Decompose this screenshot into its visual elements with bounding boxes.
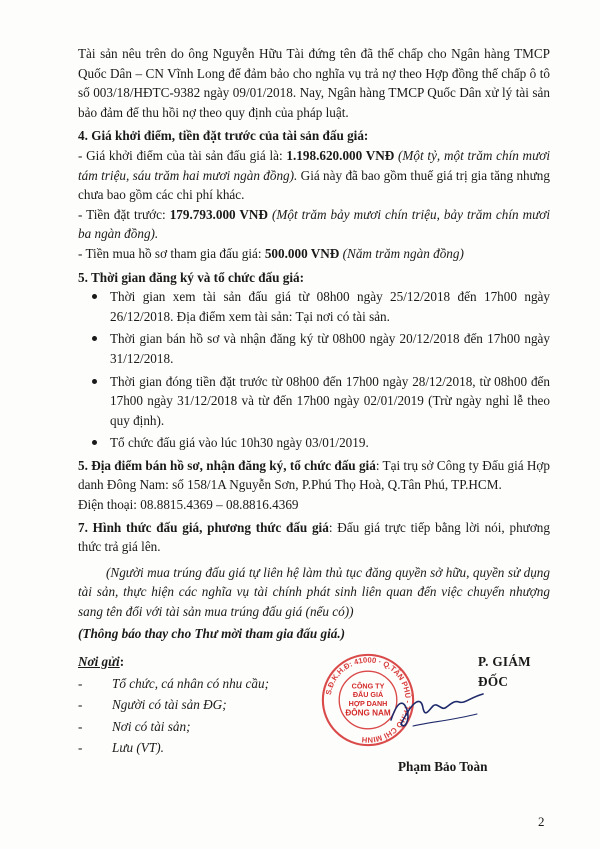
section-5-location-heading: 5. Địa điểm bán hồ sơ, nhận đăng ký, tổ chức đấu giá [78, 457, 376, 473]
start-price-words: (Một tỷ, một trăm chín mươi tám triệu, sáu trăm hai mươi ngàn đồng). [78, 147, 550, 183]
recipient-text: Tổ chức, cá nhân có nhu cầu; [112, 675, 269, 691]
fee-value: 500.000 VNĐ [264, 245, 340, 261]
deposit-words: (Một trăm bảy mươi chín triệu, bảy trăm chín mươi ba ngàn đồng). [78, 206, 550, 242]
invitation-note: (Thông báo thay cho Thư mời tham gia đấu giá.) [78, 625, 346, 641]
recipients-label: Nơi gửi [78, 654, 120, 669]
recipient-text: Người có tài sản ĐG; [112, 697, 227, 713]
bullet-icon [92, 440, 97, 445]
stamp-line: HỢP DANH [348, 698, 388, 708]
dash-icon: - [78, 740, 83, 756]
bullet-icon [92, 294, 97, 299]
document-body [78, 44, 550, 643]
schedule-item-text: Thời gian đóng tiền đặt trước từ 08h00 đến 17h00 ngày 28/12/2018, từ 08h00 đến 17h00 ngày 31/12/2018 và từ đến 17h00 ngày 02/01/2019 (Trừ ngày nghỉ lễ theo quy định). [110, 373, 550, 428]
start-price-value: 1.198.620.000 VNĐ [286, 147, 395, 163]
location-text: : Tại trụ sở Công ty Đấu giá Hợp danh Đông Nam: số 158/1A Nguyễn Sơn, P.Phú Thọ Hoà, Q.Tân Phú, TP.HCM. [78, 457, 550, 493]
section-7-paragraph [78, 518, 550, 557]
recipient-text: Lưu (VT). [112, 740, 164, 756]
buyer-note: (Người mua trúng đấu giá tự liên hệ làm thủ tục đăng quyền sở hữu, quyền sử dụng tài sản, thực hiện các nghĩa vụ tài chính phát sinh liên quan đến việc chuyển nhượng sang tên đổi với tài sản mua trúng đấu giá (nếu có)) [78, 564, 550, 620]
deposit-paragraph [78, 205, 550, 244]
list-item [78, 372, 550, 431]
signer-name: Phạm Bảo Toàn [398, 759, 488, 774]
deposit-prefix: - Tiền đặt trước: [78, 206, 170, 222]
handwritten-signature [383, 680, 493, 740]
deposit-value: 179.793.000 VNĐ [169, 206, 268, 222]
fee-prefix: - Tiền mua hồ sơ tham gia đấu giá: [78, 245, 265, 261]
section-5-location-paragraph [78, 456, 550, 495]
bullet-icon [92, 379, 97, 384]
section-7-heading: 7. Hình thức đấu giá, phương thức đấu giá [78, 519, 329, 535]
stamp-ring-text: S.Đ.K.H.Đ: 41000 · Q.TÂN PHÚ - TP.HỒ CHÍ MINH [323, 655, 413, 745]
list-item [78, 287, 550, 326]
schedule-item-text: Tổ chức đấu giá vào lúc 10h30 ngày 03/01/2019. [110, 435, 369, 451]
section-4-heading: 4. Giá khởi điểm, tiền đặt trước của tài sản đấu giá: [78, 128, 369, 144]
fee-paragraph [78, 244, 550, 264]
schedule-item-text: Thời gian bán hồ sơ và nhận đăng ký từ 08h00 ngày 20/12/2018 đến 17h00 ngày 31/12/2018. [110, 331, 550, 366]
schedule-item-text: Thời gian xem tài sản đấu giá từ 08h00 ngày 25/12/2018 đến 17h00 ngày 26/12/2018. Địa điểm xem tài sản: Tại nơi có tài sản. [110, 289, 550, 324]
fee-words: (Năm trăm ngàn đồng) [339, 245, 464, 261]
stamp-line: ĐÔNG NAM [345, 708, 391, 718]
section-5-time-heading: 5. Thời gian đăng ký và tổ chức đấu giá: [78, 269, 305, 285]
intro-paragraph: Tài sản nêu trên do ông Nguyễn Hữu Tài đứng tên đã thế chấp cho Ngân hàng TMCP Quốc Dân – CN Vĩnh Long để đảm bảo cho nghĩa vụ trả nợ theo Hợp đồng thế chấp ô tô số 003/18/HĐTC-9382 ngày 09/01/2018. Nay, Ngân hàng TMCP Quốc Dân xử lý tài sản bảo đảm để thu hồi nợ theo quy định của pháp luật. [78, 46, 550, 120]
schedule-list [78, 287, 550, 453]
phone-line: Điện thoại: 08.8815.4369 – 08.8816.4369 [78, 497, 299, 513]
start-price-prefix: - Giá khởi điểm của tài sản đấu giá là: [78, 147, 287, 163]
dash-icon: - [78, 697, 83, 713]
recipient-text: Nơi có tài sản; [112, 718, 191, 734]
recipient-item [78, 738, 550, 758]
start-price-suffix: Giá này đã bao gồm thuế giá trị gia tăng nhưng chưa bao gồm các chi phí khác. [78, 167, 550, 203]
dash-icon: - [78, 675, 83, 691]
dash-icon: - [78, 718, 83, 734]
signer-title: P. GIÁM ĐỐC [478, 654, 531, 689]
page-number: 2 [538, 814, 545, 829]
list-item [78, 329, 550, 368]
start-price-paragraph [78, 146, 550, 205]
section-7-text: : Đấu giá trực tiếp bằng lời nói, phương thức trả giá lên. [78, 519, 550, 555]
stamp-line: CÔNG TY [351, 681, 385, 691]
list-item [78, 433, 550, 453]
recipients-colon: : [119, 654, 125, 669]
stamp-line: ĐẤU GIÁ [352, 690, 384, 700]
signature-block [78, 652, 550, 802]
bullet-icon [92, 336, 97, 341]
